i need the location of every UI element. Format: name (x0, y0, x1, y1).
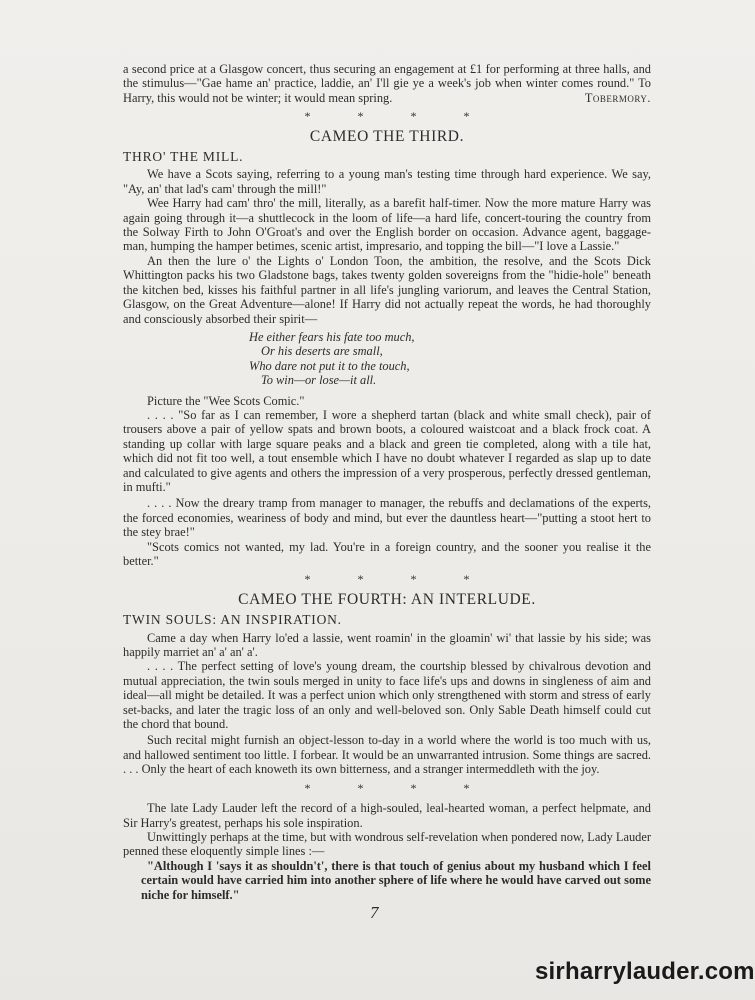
paragraph: . . . . The perfect setting of love's young dream, the courtship blessed by chivalrous devotion and mutual appreciation, the twin souls merged in unity to face life's ups and downs in singleness of aim and ideal—all might be detailed. It was a perfect union which only strengthened with storm and stress of early set-backs, and later the tragic loss of an only and well-beloved son. Only Sable Death himself could cut the chord that bound. (123, 659, 651, 732)
section-separator: * * * * (304, 109, 492, 124)
cameo-four-title: CAMEO THE FOURTH: AN INTERLUDE. (238, 590, 536, 608)
verse-line: To win—or lose—it all. (261, 373, 377, 388)
cameo-three-title: CAMEO THE THIRD. (309, 127, 465, 145)
section-separator: * * * * (304, 572, 492, 587)
paragraph: Unwittingly perhaps at the time, but with wondrous self-revelation when pondered now, Lady Lauder penned these eloquently simple lines :— (123, 829, 651, 859)
opening-signature: Tobermory. (584, 90, 651, 105)
paragraph: Wee Harry had cam' thro' the mill, literally, as a barefit half-timer. Now the more mature Harry was again going through it—a shuttlecock in the loom of life—a hard life, concert-touring the country from the Solway Firth to John O'Groat's and over the English border on occasion. Advance agent, baggage-man, humping the hamper betimes, scenic artist, impresario, and topping the bill—"I love a Lassie." (123, 196, 651, 254)
paragraph: . . . . "So far as I can remember, I wore a shepherd tartan (black and white small check), pair of trousers above a pair of yellow spats and brown boots, a coloured waistcoat and a black frock coat. A standing up collar with large square peaks and a black and green tie completed, along with a tile hat, which did not fit too well, a tout ensemble which I have no doubt whatever I regarded as slap up to date and calculated to give agents and others the impression of a very prosperous, perfectly dressed gentleman, in mufti." (123, 407, 651, 494)
cameo-four-subtitle: TWIN SOULS: AN INSPIRATION. (123, 612, 342, 628)
paragraph: We have a Scots saying, referring to a young man's testing time through hard experience. We say, "Ay, an' that lad's cam' through the mill!" (123, 167, 651, 196)
cameo-three-subtitle: THRO' THE MILL. (123, 149, 244, 165)
page-number: 7 (370, 903, 379, 922)
verse-line: Or his deserts are small, (261, 344, 383, 359)
paragraph: Came a day when Harry lo'ed a lassie, went roamin' in the gloamin' wi' that lassie by his side; was happily marriet an' a' an' a'. (123, 630, 651, 660)
quoted-lines: "Although I 'says it as shouldn't', there is that touch of genius about my husband which I feel certain would have carried him into another sphere of life where he would have carved out some niche for himself." (141, 858, 651, 902)
page-content (123, 62, 651, 902)
paragraph: An then the lure o' the Lights o' London Toon, the ambition, the resolve, and the Scots Dick Whittington packs his two Gladstone bags, takes twenty golden sovereigns from the "hidie-hole" beneath the kitchen bed, kisses his faithful partner in all life's jungling variorum, and leaves the Central Station, Glasgow, on the Great Adventure—alone! If Harry did not actually repeat the words, he had thoroughly and consciously absorbed their spirit— (123, 253, 651, 326)
verse-line: He either fears his fate too much, (249, 329, 415, 344)
opening-paragraph: a second price at a Glasgow concert, thus securing an engagement at £1 for performing at three halls, and the stimulus—"Gae hame an' practice, laddie, an' I'll gie ye a week's job when winter comes round." To Harry, this would not be winter; it would mean spring. (123, 62, 651, 105)
paragraph: Such recital might furnish an object-lesson to-day in a world where the world is too much with us, and hallowed sentiment too little. I forbear. It would be an unwarranted intrusion. Some things are sacred. . . . Only the heart of each knoweth its own bitterness, and a stranger intermeddleth with the joy. (123, 733, 651, 777)
verse-quote (249, 330, 651, 388)
watermark: sirharrylauder.com (535, 958, 755, 985)
verse-line: Who dare not put it to the touch, (249, 358, 410, 373)
paragraph: Picture the "Wee Scots Comic." (147, 393, 305, 408)
section-separator: * * * * (304, 780, 492, 795)
paragraph: The late Lady Lauder left the record of a high-souled, leal-hearted woman, a perfect helpmate, and Sir Harry's greatest, perhaps his sole inspiration. (123, 801, 651, 830)
paragraph: . . . . Now the dreary tramp from manager to manager, the rebuffs and declamations of the experts, the forced economies, weariness of body and mind, but ever the dauntless heart—"putting a stoot hert to the stey brae!" (123, 496, 651, 540)
paragraph: "Scots comics not wanted, my lad. You're in a foreign country, and the sooner you realise it the better." (123, 539, 651, 569)
